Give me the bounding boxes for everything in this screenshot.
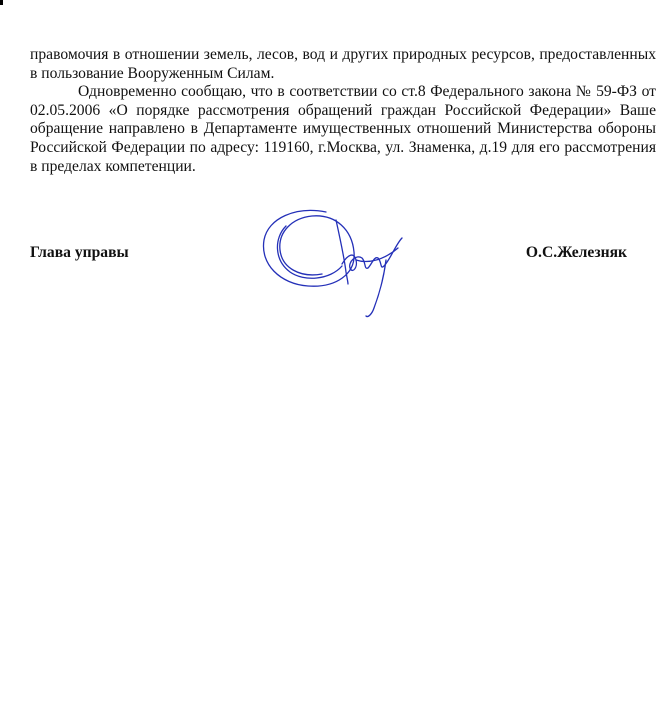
signature-tail <box>366 260 386 317</box>
signer-name: О.С.Железняк <box>525 244 627 261</box>
signer-position: Глава управы <box>30 244 129 261</box>
scan-corner-mark <box>0 0 3 5</box>
handwritten-signature <box>256 204 426 324</box>
signature-letters <box>342 238 402 270</box>
signature-loop-inner <box>277 226 342 278</box>
letter-body <box>30 46 656 176</box>
paragraph-referral: Одновременно сообщаю, что в соответствии со ст.8 Федерального закона № 59-ФЗ от 02.05.2006 «О порядке рассмотрения обращений граждан Российской Федерации» Ваше обращение направлено в Департаменте имущественных отношений Министерства обороны Российской Федерации по адресу: 119160, г.Москва, ул. Знаменка, д.19 для его рассмотрения в пределах компетенции. <box>30 83 656 175</box>
paragraph-continuation: правомочия в отношении земель, лесов, вод и других природных ресурсов, предоставленных в пользование Вооруженным Силам. <box>30 46 656 82</box>
